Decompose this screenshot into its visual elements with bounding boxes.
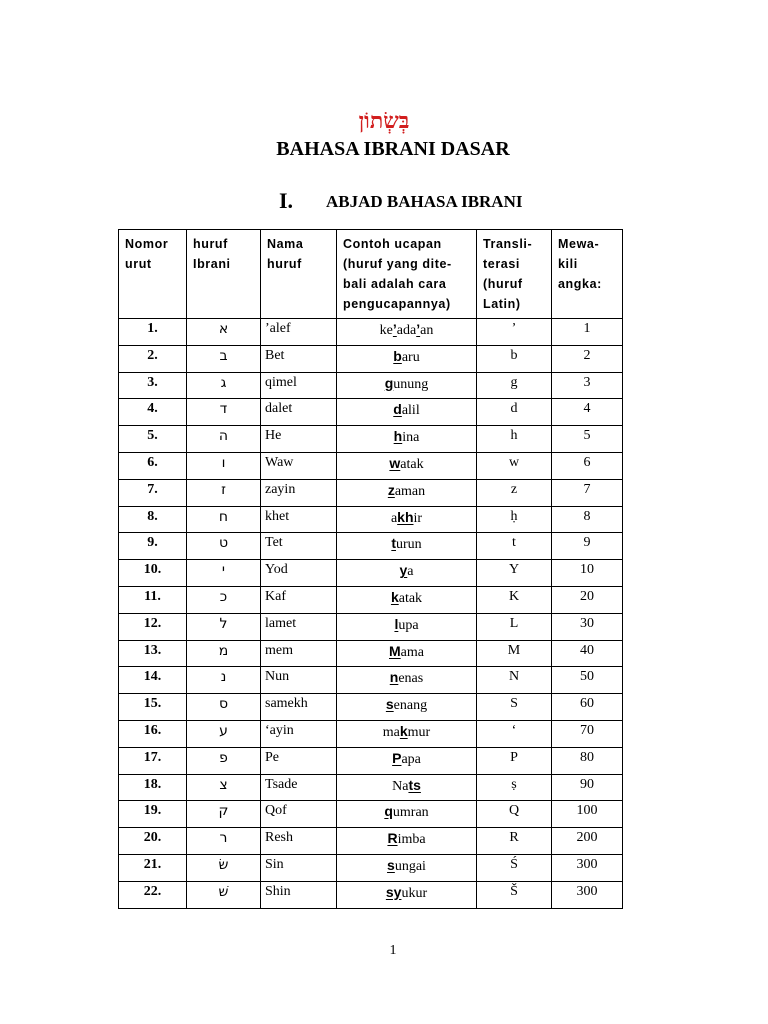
numeric-value: 100 [552,801,623,828]
letter-name: Nun [261,667,337,694]
example-highlight: g [384,374,394,391]
transliteration: Ś [477,854,552,881]
table-row [119,426,623,453]
table-row [119,854,623,881]
hebrew-letter: שׂ [187,854,261,881]
example-text: a [390,510,398,526]
hebrew-letter: ז [187,479,261,506]
example-text: umran [392,805,429,821]
letter-name: qimel [261,372,337,399]
numeric-value: 3 [552,372,623,399]
hebrew-letter: ל [187,613,261,640]
row-number: 19. [119,801,187,828]
letter-name: zayin [261,479,337,506]
letter-name: Tet [261,533,337,560]
letter-name: lamet [261,613,337,640]
row-number: 13. [119,640,187,667]
numeric-value: 50 [552,667,623,694]
example-pronunciation [337,613,477,640]
row-number: 2. [119,345,187,372]
numeric-value: 2 [552,345,623,372]
hebrew-letter: ב [187,345,261,372]
letter-name: samekh [261,694,337,721]
example-pronunciation [337,640,477,667]
transliteration: M [477,640,552,667]
header-huruf-ibrani: huruf Ibrani [187,230,261,319]
example-text: upa [398,617,419,633]
example-text: ada [396,323,417,338]
row-number: 14. [119,667,187,694]
example-text: ke [379,323,393,338]
example-pronunciation [337,319,477,346]
row-number: 12. [119,613,187,640]
example-highlight: n [389,669,399,686]
table-row [119,667,623,694]
transliteration: h [477,426,552,453]
hebrew-letter: ח [187,506,261,533]
transliteration: b [477,345,552,372]
transliteration: d [477,399,552,426]
numeric-value: 8 [552,506,623,533]
hebrew-letter: ו [187,452,261,479]
letter-name: ’alef [261,319,337,346]
example-highlight: ts [408,776,421,793]
table-row [119,533,623,560]
example-text: enang [393,698,428,714]
hebrew-letter: ר [187,828,261,855]
example-text: ina [402,430,420,446]
letter-name: khet [261,506,337,533]
table-row [119,640,623,667]
numeric-value: 80 [552,747,623,774]
example-pronunciation [337,667,477,694]
numeric-value: 300 [552,881,623,908]
letter-name: Tsade [261,774,337,801]
example-pronunciation [337,560,477,587]
transliteration: L [477,613,552,640]
table-row [119,828,623,855]
transliteration: ’ [477,319,552,346]
row-number: 20. [119,828,187,855]
example-highlight: k [399,722,408,739]
letter-name: Kaf [261,586,337,613]
example-pronunciation [337,426,477,453]
example-text: ungai [394,858,426,874]
example-text: ma [382,724,400,740]
row-number: 11. [119,586,187,613]
transliteration: S [477,694,552,721]
example-text: ir [413,510,423,526]
hebrew-letter: ע [187,720,261,747]
table-row [119,613,623,640]
letter-name: dalet [261,399,337,426]
example-pronunciation [337,747,477,774]
transliteration: ṣ [477,774,552,801]
header-transliterasi: Transli-terasi (huruf Latin) [477,230,552,319]
table-row [119,452,623,479]
alphabet-table [118,229,623,909]
letter-name: He [261,426,337,453]
header-nomor-urut: Nomor urut [119,230,187,319]
example-pronunciation [337,774,477,801]
example-highlight: ’ [416,321,421,337]
transliteration: N [477,667,552,694]
table-header-row [119,230,623,319]
example-highlight: b [393,347,402,364]
example-highlight: h [393,428,403,445]
row-number: 9. [119,533,187,560]
hebrew-title: בְּשְׂתוֹן [358,108,410,133]
example-highlight: M [389,642,401,659]
example-highlight: sy [385,883,402,900]
row-number: 8. [119,506,187,533]
transliteration: Š [477,881,552,908]
example-highlight: s [387,856,395,873]
hebrew-letter: ס [187,694,261,721]
numeric-value: 200 [552,828,623,855]
hebrew-letter: ד [187,399,261,426]
transliteration: R [477,828,552,855]
example-pronunciation [337,372,477,399]
numeric-value: 70 [552,720,623,747]
example-pronunciation [337,694,477,721]
example-text: a [407,564,414,580]
example-text: unung [393,376,429,392]
letter-name: mem [261,640,337,667]
example-pronunciation [337,801,477,828]
transliteration: w [477,452,552,479]
row-number: 7. [119,479,187,506]
example-text: atak [398,590,423,606]
letter-name: Shin [261,881,337,908]
section-number: I. [279,188,294,213]
hebrew-letter: ה [187,426,261,453]
header-mewakili-angka: Mewa-kili angka: [552,230,623,319]
transliteration: K [477,586,552,613]
table-row [119,881,623,908]
example-highlight: kh [397,508,414,525]
transliteration: P [477,747,552,774]
row-number: 6. [119,452,187,479]
transliteration: g [477,372,552,399]
example-highlight: w [389,454,401,471]
page-number: 1 [389,943,397,958]
row-number: 21. [119,854,187,881]
table-row [119,319,623,346]
example-pronunciation [337,479,477,506]
row-number: 15. [119,694,187,721]
table-row [119,560,623,587]
letter-name: ‘ayin [261,720,337,747]
hebrew-letter: פ [187,747,261,774]
letter-name: Bet [261,345,337,372]
header-nama-huruf: Nama huruf [261,230,337,319]
example-pronunciation [337,881,477,908]
numeric-value: 7 [552,479,623,506]
example-pronunciation [337,586,477,613]
example-highlight: s [385,696,394,713]
numeric-value: 20 [552,586,623,613]
letter-name: Resh [261,828,337,855]
header-contoh-ucapan: Contoh ucapan (huruf yang dite-bali adalah cara pengucapannya) [337,230,477,319]
numeric-value: 9 [552,533,623,560]
example-text: Na [392,778,409,794]
example-highlight: q [384,803,393,820]
example-pronunciation [337,720,477,747]
row-number: 22. [119,881,187,908]
letter-name: Qof [261,801,337,828]
table-row [119,345,623,372]
example-pronunciation [337,345,477,372]
section-title: ABJAD BAHASA IBRANI [326,192,523,211]
hebrew-letter: ט [187,533,261,560]
example-text: urun [396,537,422,553]
transliteration: ‘ [477,720,552,747]
letter-name: Pe [261,747,337,774]
numeric-value: 10 [552,560,623,587]
example-highlight: y [399,562,408,579]
example-pronunciation [337,828,477,855]
example-text: an [420,323,434,338]
table-row [119,694,623,721]
example-pronunciation [337,533,477,560]
transliteration: Q [477,801,552,828]
letter-name: Yod [261,560,337,587]
hebrew-letter: נ [187,667,261,694]
numeric-value: 30 [552,613,623,640]
example-highlight: t [391,535,396,552]
row-number: 1. [119,319,187,346]
example-text: atak [400,456,424,472]
table-row [119,399,623,426]
hebrew-letter: ק [187,801,261,828]
hebrew-letter: צ [187,774,261,801]
example-text: aru [401,349,420,365]
example-text: mur [407,724,431,740]
numeric-value: 4 [552,399,623,426]
hebrew-letter: שׁ [187,881,261,908]
transliteration: Y [477,560,552,587]
example-highlight: z [387,481,395,498]
numeric-value: 5 [552,426,623,453]
table-row [119,720,623,747]
numeric-value: 300 [552,854,623,881]
transliteration: t [477,533,552,560]
example-pronunciation [337,452,477,479]
table-row [119,774,623,801]
example-text: imba [397,832,426,848]
example-pronunciation [337,506,477,533]
table-row [119,372,623,399]
example-highlight: ’ [392,321,397,337]
numeric-value: 90 [552,774,623,801]
example-text: apa [401,751,421,767]
row-number: 5. [119,426,187,453]
letter-name: Waw [261,452,337,479]
letter-name: Sin [261,854,337,881]
example-highlight: P [392,749,402,766]
example-highlight: l [394,615,399,632]
transliteration: z [477,479,552,506]
row-number: 10. [119,560,187,587]
numeric-value: 6 [552,452,623,479]
example-highlight: R [387,830,398,847]
example-text: enas [398,671,424,687]
table-row [119,801,623,828]
table-row [119,747,623,774]
numeric-value: 40 [552,640,623,667]
table-row [119,479,623,506]
numeric-value: 60 [552,694,623,721]
row-number: 3. [119,372,187,399]
transliteration: ḥ [477,506,552,533]
table-body [119,319,623,909]
example-highlight: k [390,588,399,605]
example-text: ukur [401,885,428,901]
example-text: aman [394,483,426,499]
example-pronunciation [337,399,477,426]
hebrew-letter: מ [187,640,261,667]
table-row [119,586,623,613]
example-text: alil [401,403,420,419]
row-number: 18. [119,774,187,801]
example-pronunciation [337,854,477,881]
row-number: 17. [119,747,187,774]
hebrew-letter: י [187,560,261,587]
hebrew-letter: ג [187,372,261,399]
page-title: BAHASA IBRANI DASAR [276,138,510,160]
example-text: ama [400,644,424,660]
example-highlight: d [393,401,402,418]
numeric-value: 1 [552,319,623,346]
row-number: 16. [119,720,187,747]
hebrew-letter: כ [187,586,261,613]
row-number: 4. [119,399,187,426]
table-row [119,506,623,533]
hebrew-letter: א [187,319,261,346]
